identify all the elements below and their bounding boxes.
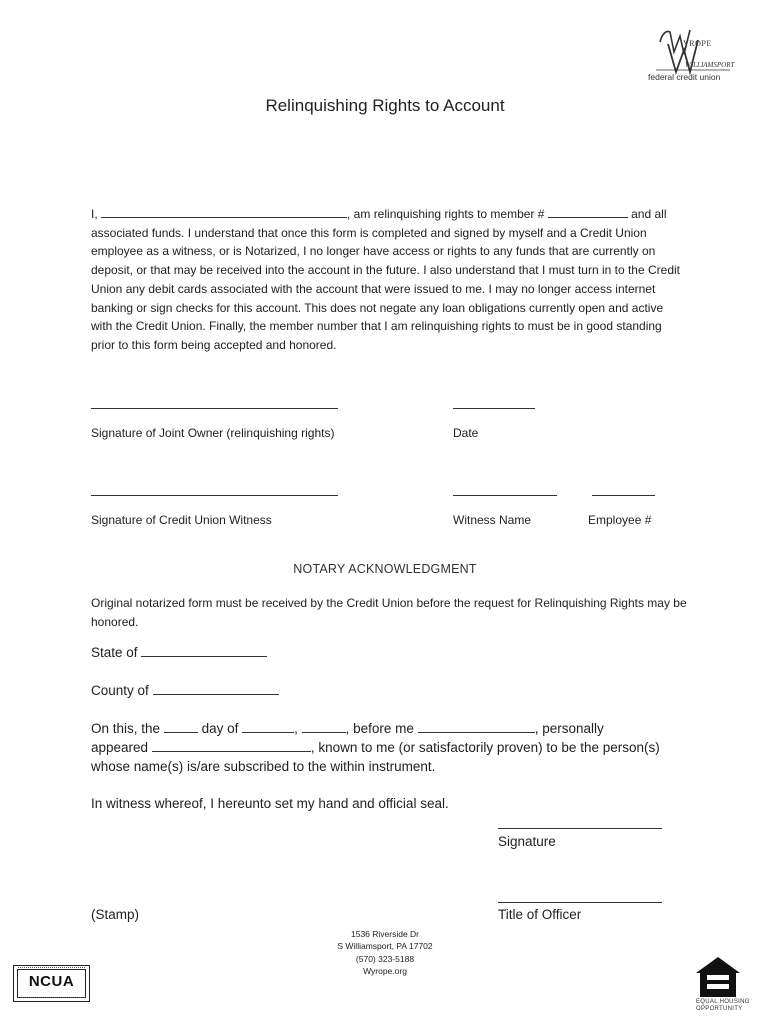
appeared-name-field[interactable] [152, 739, 311, 752]
member-number-field[interactable] [548, 216, 628, 218]
page-title: Relinquishing Rights to Account [265, 96, 505, 115]
employee-number-line[interactable] [592, 495, 655, 496]
comma-label: , [294, 721, 298, 736]
statement-mid: , am relinquishing rights to member # [347, 207, 545, 221]
address-phone: (570) 323-5188 [355, 953, 415, 964]
county-label: County of [91, 683, 149, 698]
witness-name-label: Witness Name [453, 513, 532, 527]
witness-signature-label: Signature of Credit Union Witness [91, 513, 272, 527]
whose-names-text: whose name(s) is/are subscribed to the within instrument. [91, 759, 436, 774]
relinquish-statement [91, 205, 681, 355]
witness-whereof-text: In witness whereof, I hereunto set my hand and official seal. [91, 796, 449, 811]
equal-housing-caption: EQUAL HOUSING OPPORTUNITY [696, 999, 750, 1012]
logo-letters: YROPE [683, 39, 712, 48]
equal-housing-logo [694, 955, 750, 1017]
notary-signature-label: Signature [498, 834, 556, 849]
notary-signature-line[interactable] [498, 828, 662, 829]
appeared-label: appeared [91, 740, 149, 755]
joint-owner-signature-line[interactable] [91, 408, 338, 409]
date-label: Date [453, 426, 479, 440]
statement-end: and [631, 207, 652, 221]
day-of-label: day of [201, 721, 239, 736]
member-name-field[interactable] [101, 216, 347, 218]
appeared-row [91, 738, 660, 757]
day-field[interactable] [164, 720, 198, 733]
year-field[interactable] [302, 720, 346, 733]
address-block [0, 928, 770, 977]
on-this-label: On this, the [91, 721, 161, 736]
address-website: Wyrope.org [363, 965, 407, 976]
employee-number-label: Employee # [588, 513, 652, 527]
notary-name-field[interactable] [418, 720, 535, 733]
logo-subtitle: federal credit union [648, 72, 721, 82]
state-label: State of [91, 645, 138, 660]
ncua-label: NCUA [28, 973, 75, 990]
county-row [91, 681, 279, 700]
equal-housing-icon [694, 955, 742, 999]
notary-intro: Original notarized form must be received by the Credit Union before the request for Relinquishing Rights may be honored. [91, 596, 687, 629]
ncua-badge [13, 965, 90, 1002]
witness-name-line[interactable] [453, 495, 557, 496]
witness-signature-line[interactable] [91, 495, 338, 496]
statement-start: I, [91, 207, 98, 221]
officer-title-label: Title of Officer [498, 907, 582, 922]
stamp-label: (Stamp) [91, 907, 140, 922]
address-city: S Williamsport, PA 17702 [337, 941, 433, 952]
credit-union-logo [646, 22, 735, 84]
statement-body: all associated funds. I understand that once this form is completed and signed by myself and a Credit Union employee as a witness, or is Notarized, I no longer have access or rights to any funds that are currently on deposit, or that may be received into the account in the future. I also understand that I must turn in to the Credit Union any debit cards associated with the account that were issued to me. I may no longer access internet banking or sign checks for this account. This does not negate any loan obligations currently open and active with the Credit Union. Finally, the member number that I am relinquishing rights to must be in good standing prior to this form being accepted and honored. [91, 207, 681, 352]
address-street: 1536 Riverside Dr [350, 929, 420, 939]
personally-label: , personally [534, 721, 604, 736]
notary-heading: NOTARY ACKNOWLEDGMENT [293, 562, 477, 576]
ncua-fine-print-bottom [18, 997, 85, 1000]
joint-owner-signature-label: Signature of Joint Owner (relinquishing rights) [91, 426, 335, 440]
logo-tagline: WILLIAMSPORT [685, 61, 735, 69]
notary-date-row [91, 719, 604, 738]
state-row [91, 643, 267, 662]
date-line[interactable] [453, 408, 535, 409]
month-field[interactable] [242, 720, 294, 733]
state-field[interactable] [141, 644, 267, 657]
known-label: , known to me (or satisfactorily proven) to be the person(s) [310, 740, 660, 755]
before-me-label: , before me [345, 721, 414, 736]
officer-title-line[interactable] [498, 902, 662, 903]
county-field[interactable] [153, 682, 279, 695]
